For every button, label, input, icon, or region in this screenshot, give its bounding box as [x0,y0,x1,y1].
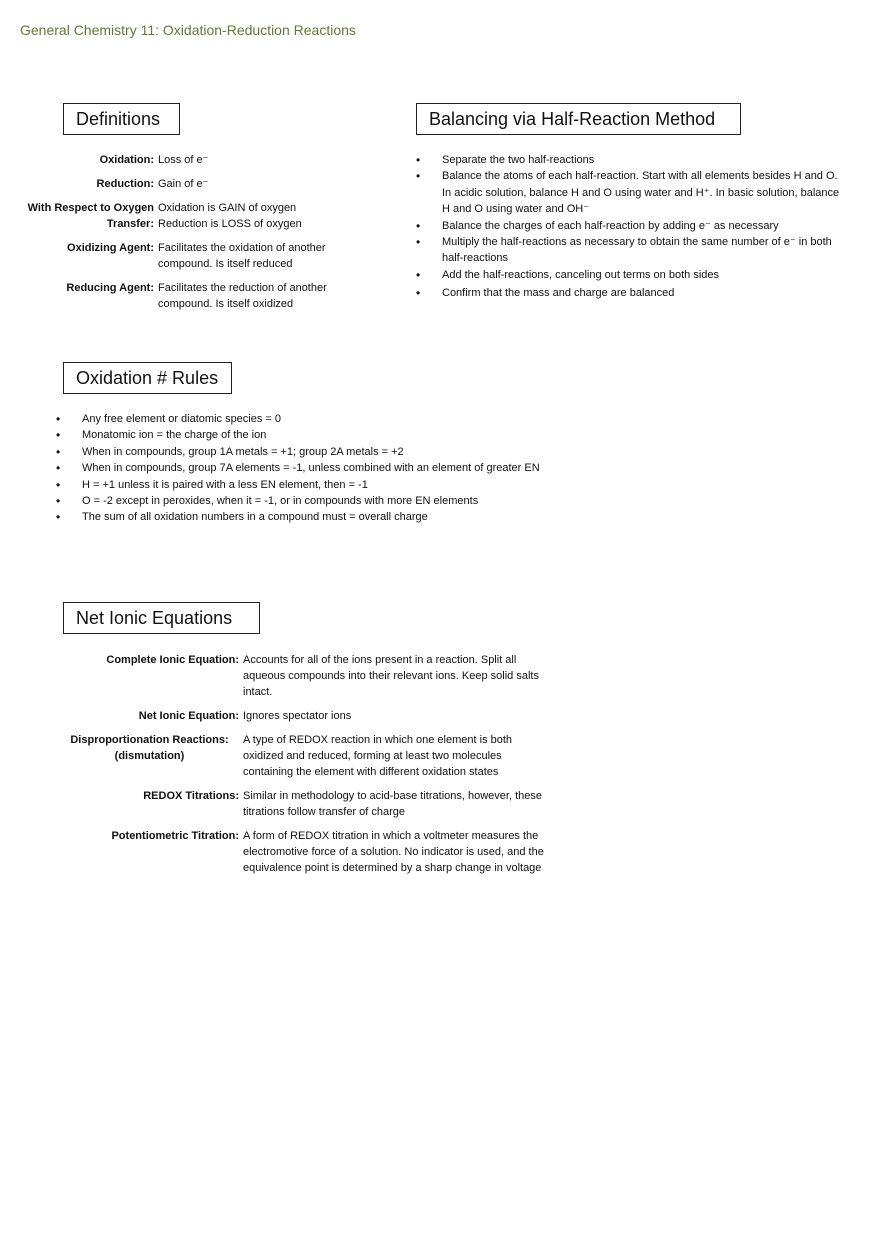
definition-item [60,652,558,700]
net-ionic-list [60,652,558,884]
description: A type of REDOX reaction in which one element is both oxidized and reduced, forming at least two molecules containing the element with different oxidation states [243,734,513,778]
description: Gain of e⁻ [158,178,209,190]
term: Oxidizing Agent: [67,242,154,254]
description: Facilitates the reduction of another compound. Is itself oxidized [158,282,327,310]
term: Disproportionation Reactions: (dismutation) [70,734,229,762]
definitions-list [27,152,358,320]
term: Reducing Agent: [66,282,154,294]
definition-item [27,200,358,232]
list-item: • When in compounds, group 1A metals = +1; group 2A metals = +2 [56,444,656,460]
list-item: • When in compounds, group 7A elements = -1, unless combined with an element of greater EN [56,460,656,476]
definition-item [60,788,558,820]
balancing-steps-list [416,152,841,302]
list-item: • Multiply the half-reactions as necessary to obtain the same number of e⁻ in both half-reactions [416,234,841,267]
definitions-heading: Definitions [63,103,180,135]
oxidation-rules-heading: Oxidation # Rules [63,362,232,394]
description: Ignores spectator ions [243,710,352,722]
definition-item [60,708,558,724]
list-item: • Add the half-reactions, canceling out terms on both sides [416,267,841,283]
definition-item [60,828,558,876]
list-item: • Balance the atoms of each half-reaction. Start with all elements besides H and O. In acidic solution, balance H and O using water and H⁺. In basic solution, balance H and O using water and OH⁻ [416,168,841,217]
term: Reduction: [96,178,154,190]
definition-item [40,240,358,272]
list-item: • Any free element or diatomic species = 0 [56,411,656,427]
balancing-heading: Balancing via Half-Reaction Method [416,103,741,135]
list-item: • Separate the two half-reactions [416,152,841,168]
term: Complete Ionic Equation: [106,654,239,666]
term: With Respect to Oxygen Transfer: [27,202,154,230]
definition-item [40,280,358,312]
oxidation-rules-list [56,411,656,526]
definition-item [40,176,358,192]
term: Oxidation: [99,154,154,166]
description: Loss of e⁻ [158,154,209,166]
list-item: • Monatomic ion = the charge of the ion [56,427,656,443]
description: Facilitates the oxidation of another compound. Is itself reduced [158,242,326,270]
list-item: • The sum of all oxidation numbers in a compound must = overall charge [56,509,656,525]
description: Oxidation is GAIN of oxygen Reduction is LOSS of oxygen [158,202,302,230]
net-ionic-heading: Net Ionic Equations [63,602,260,634]
definition-item [40,152,358,168]
list-item: • H = +1 unless it is paired with a less EN element, then = -1 [56,477,656,493]
term: Potentiometric Titration: [111,830,239,842]
term: Net Ionic Equation: [138,710,239,722]
description: Accounts for all of the ions present in a reaction. Split all aqueous compounds into their relevant ions. Keep solid salts intact. [243,654,539,698]
description: A form of REDOX titration in which a voltmeter measures the electromotive force of a solution. No indicator is used, and the equivalence point is determined by a sharp change in voltage [243,830,544,874]
list-item: • O = -2 except in peroxides, when it = -1, or in compounds with more EN elements [56,493,656,509]
document-title: General Chemistry 11: Oxidation-Reduction Reactions [20,22,356,38]
term: REDOX Titrations: [143,790,239,802]
list-item: • Confirm that the mass and charge are balanced [416,285,841,301]
description: Similar in methodology to acid-base titrations, however, these titrations follow transfer of charge [243,790,542,818]
list-item: • Balance the charges of each half-reaction by adding e⁻ as necessary [416,218,841,234]
definition-item [60,732,558,780]
